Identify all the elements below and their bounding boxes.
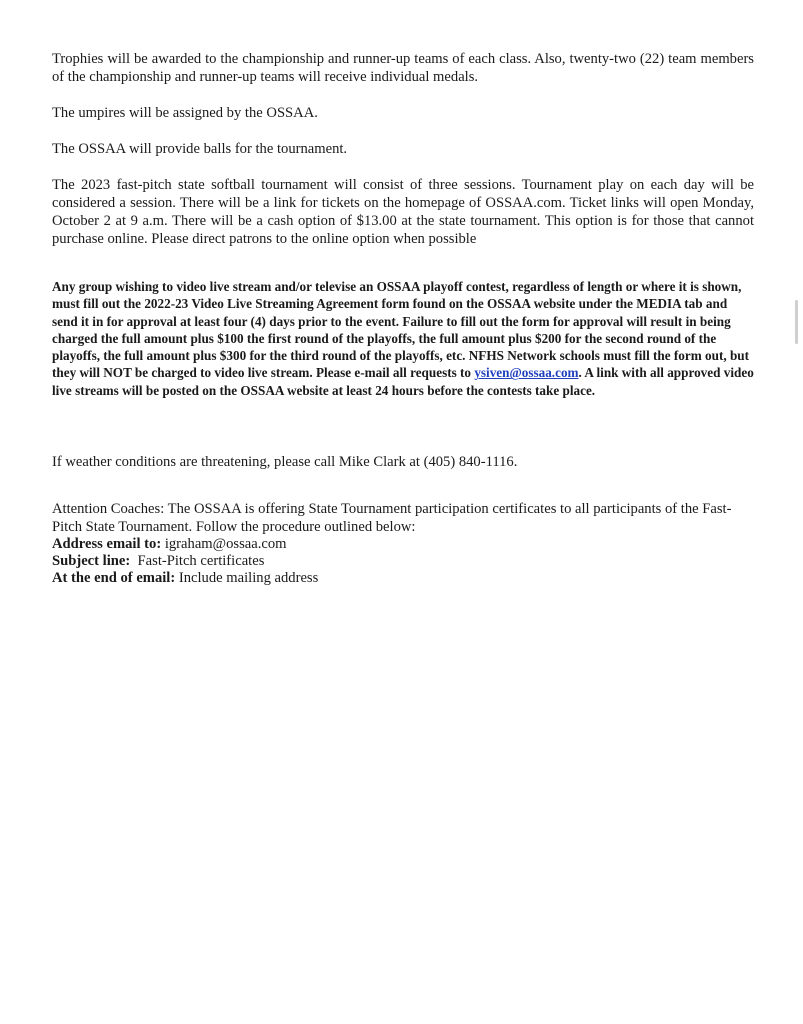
end-of-email-line — [52, 570, 754, 587]
streaming-paragraph — [52, 278, 754, 399]
subject-label: Subject line: — [52, 553, 131, 570]
subject-value: Fast-Pitch certificates — [130, 553, 265, 570]
end-label: At the end of email: — [52, 570, 176, 587]
umpires-paragraph: The umpires will be assigned by the OSSAA. — [52, 105, 318, 121]
address-line — [52, 536, 754, 553]
tournament-paragraph: The 2023 fast-pitch state softball tournament will consist of three sessions. Tournament play on each day will be considered a session. There will be a link for tickets on the homepage of OSSAA.com. Ticket links will open Monday, October 2 at 9 a.m. There will be a cash option of $13.00 at the state tournament. This option is for those that cannot purchase online. Please direct patrons to the online option when possible — [52, 177, 754, 247]
trophies-paragraph: Trophies will be awarded to the championship and runner-up teams of each class. Also, twenty-two (22) team members of the championship and runner-up teams will receive individual medals. — [52, 51, 754, 85]
streaming-text-before: Any group wishing to video live stream and/or televise an OSSAA playoff contest, regardless of length or where it is shown, must fill out the 2022-23 Video Live Streaming Agreement form found on the OSSAA website under the MEDIA tab and send it in for approval at least four (4) days prior to the event. Failure to fill out the form for approval will result in being charged the full amount plus $100 the first round of the playoffs, the full amount plus $200 for the second round of the playoffs, the full amount plus $300 for the third round of the playoffs, etc. NFHS Network schools must fill the form out, but they will NOT be charged to video live stream. Please e-mail all requests to — [52, 279, 749, 381]
scrollbar-thumb[interactable] — [795, 300, 798, 344]
email-link[interactable]: ysiven@ossaa.com — [474, 365, 579, 381]
address-value: igraham@ossaa.com — [161, 536, 287, 553]
weather-paragraph: If weather conditions are threatening, please call Mike Clark at (405) 840-1116. — [52, 454, 518, 471]
coaches-intro: Attention Coaches: The OSSAA is offering State Tournament participation certificates to all participants of the Fast-Pitch State Tournament. Follow the procedure outlined below: — [52, 501, 732, 536]
balls-paragraph: The OSSAA will provide balls for the tournament. — [52, 141, 348, 157]
subject-line — [52, 553, 754, 570]
address-label: Address email to: — [52, 536, 162, 553]
end-value: Include mailing address — [175, 570, 319, 587]
document-page — [52, 50, 754, 587]
streaming-text-after: . A link with all approved video live streams will be posted on the OSSAA website at least 24 hours before the contests take place. — [52, 365, 754, 398]
